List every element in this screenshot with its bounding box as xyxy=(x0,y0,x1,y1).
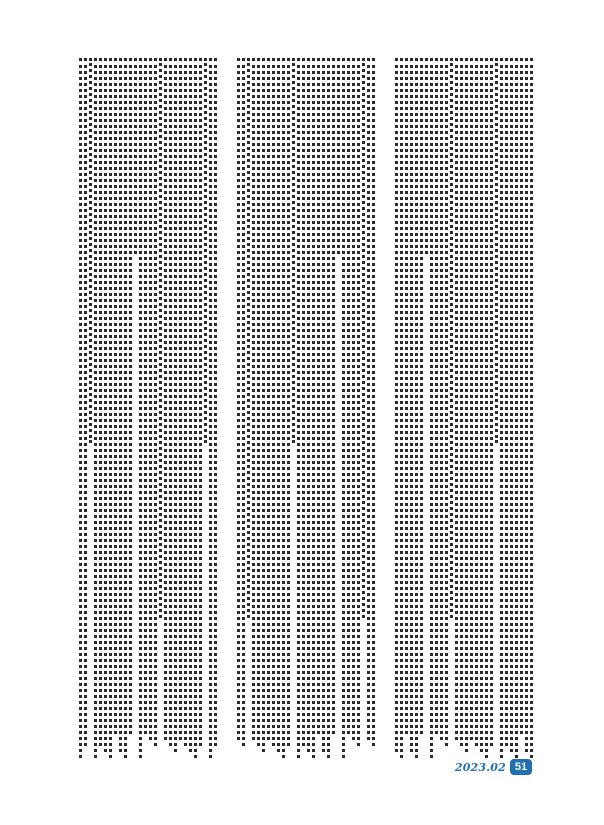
page-footer xyxy=(455,757,532,777)
text-line xyxy=(530,58,537,758)
text-columns xyxy=(78,58,534,758)
text-line xyxy=(372,58,379,746)
page-number-badge: 51 xyxy=(510,759,532,775)
text-column-3 xyxy=(394,58,534,758)
text-column-1 xyxy=(78,58,218,758)
text-column-2 xyxy=(236,58,376,758)
text-line xyxy=(214,58,221,746)
issue-date: 2023.02 xyxy=(454,760,506,774)
